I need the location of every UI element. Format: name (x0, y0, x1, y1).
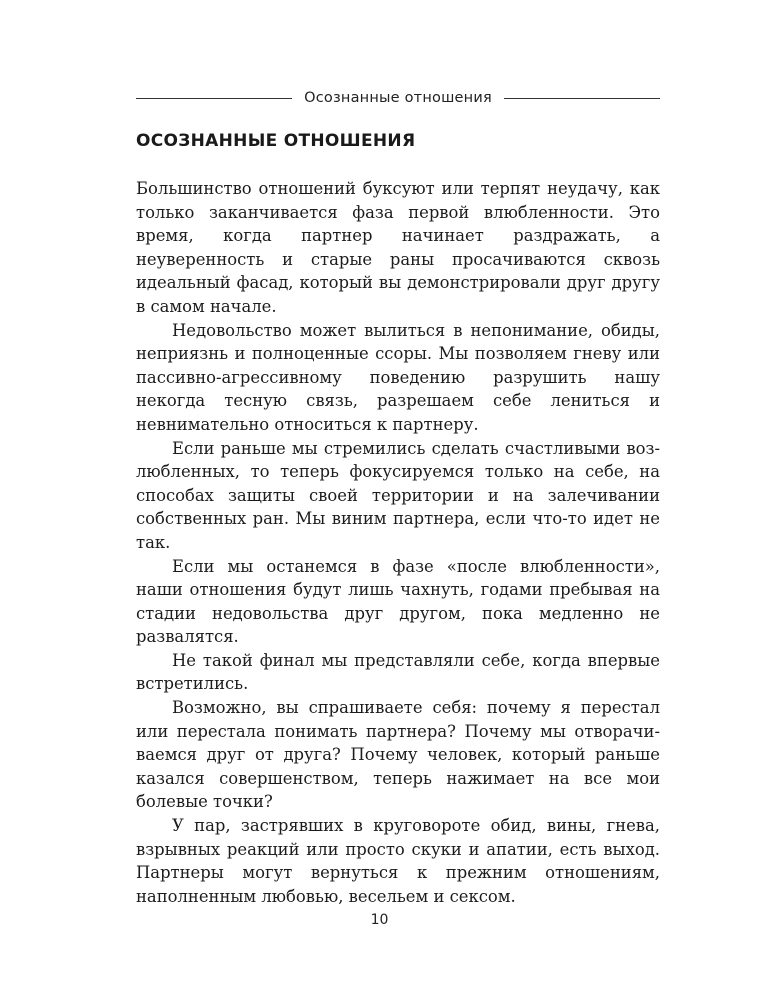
page-number: 10 (370, 912, 389, 928)
running-title: Осознанные отношения (304, 90, 492, 106)
paragraph-1: Большинство отношений буксуют или терпят неудачу, как только заканчивается фаза первой влюбленности. Это время, когда партнер начинает раздражать, а неуверенность и старые раны просачиваются сквозь идеальный фасад, который вы демонстрировали друг другу в самом начале. (136, 179, 660, 316)
paragraph-3: Если раньше мы стремились сделать счастливыми возлюбленных, то теперь фокусируемся только на себе, на способах защиты своей территории и на залечивании собственных ран. Мы виним партнера, если что-то идет не так. (136, 438, 660, 552)
paragraph-5: Не такой финал мы представляли себе, когда впервые встретились. (136, 650, 660, 694)
header-rule-left (136, 98, 292, 99)
header-rule-right (504, 98, 660, 99)
running-header (136, 86, 660, 110)
chapter-title: ОСОЗНАННЫЕ ОТНОШЕНИЯ (136, 131, 416, 151)
body-text (136, 177, 660, 908)
paragraph-4: Если мы останемся в фазе «после влюбленности», наши отношения будут лишь чахнуть, годами пребывая на стадии недовольства друг другом, пока медленно не развалятся. (136, 556, 660, 647)
paragraph-2: Недовольство может вылиться в непонимание, обиды, неприязнь и полноценные ссоры. Мы позволяем гневу или пассивно-агрессивному поведению разрушить нашу некогда тесную связь, разрешаем себе лениться и невнимательно относиться к партнеру. (136, 320, 660, 434)
paragraph-7: У пар, застрявших в круговороте обид, вины, гнева, взрывных реакций или просто скуки и апатии, есть выход. Партнеры могут вернуться к прежним отношениям, наполненным любовью, весельем и сексом. (136, 816, 660, 906)
paragraph-6: Возможно, вы спрашиваете себя: почему я перестал или перестала понимать партнера? Почему мы отворачиваемся друг от друга? Почему человек, который раньше казался совершенством, теперь нажимает на все мои болевые точки? (136, 698, 660, 812)
